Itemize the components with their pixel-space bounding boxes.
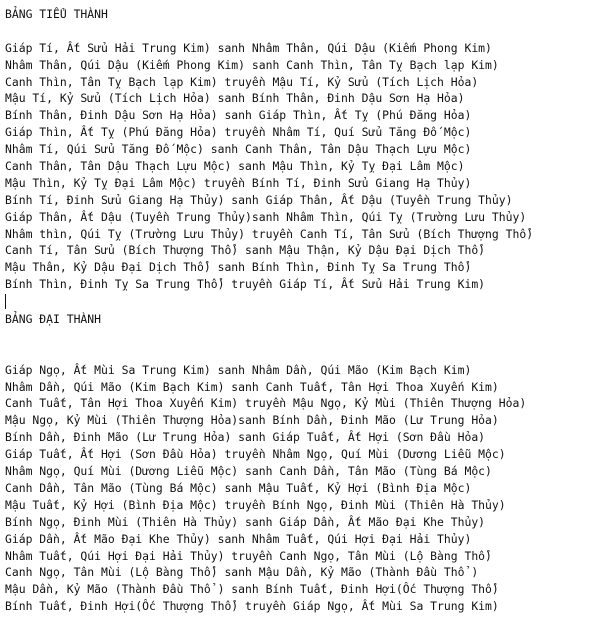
text-line: Bính Thìn, Đinh Tỵ Sa Trung Thổ) truyền Giáp Tí, Ất Sửu Hải Trung Kim) bbox=[5, 277, 486, 292]
text-line: Bính Tí, Đinh Sửu Giang Hạ Thủy) sanh Giáp Thân, Ất Dậu (Tuyền Trung Thủy) bbox=[5, 192, 513, 207]
heading-dai-thanh: BẢNG ĐẠI THÀNH bbox=[5, 312, 102, 327]
heading-tieu-thanh: BẢNG TIỂU THÀNH bbox=[5, 7, 108, 21]
text-line: Bính Ngọ, Đinh Mùi (Thiên Hà Thủy) sanh Giáp Dần, Ất Mão Đại Khe Thủy) bbox=[5, 514, 486, 529]
text-line: Bính Dần, Đinh Mão (Lư Trung Hỏa) sanh Giáp Tuất, Ất Hợi (Sơn Đầu Hỏa) bbox=[5, 430, 486, 445]
text-line: Giáp Tuất, Ất Hợi (Sơn Đầu Hỏa) truyền Nhâm Ngọ, Quí Mùi (Dương Liễu Mộc) bbox=[5, 447, 506, 462]
text-line: Mậu Tí, Kỷ Sửu (Tích Lịch Hỏa) sanh Bính Thân, Đinh Dậu Sơn Hạ Hỏa) bbox=[5, 91, 465, 106]
text-line: Giáp Dần, Ất Mão Đại Khe Thủy) sanh Nhâm Tuất, Qúi Hợi Đại Hải Thủy) bbox=[5, 531, 472, 546]
text-line: Canh Dần, Tân Mão (Tùng Bá Mộc) sanh Mậu Tuất, Kỷ Hợi (Bình Địa Mộc) bbox=[5, 480, 472, 495]
text-line: Mậu Thân, Kỷ Dậu Đại Dịch Thổ) sanh Bính Thìn, Đinh Tỵ Sa Trung Thổ) bbox=[5, 260, 472, 275]
blank-line bbox=[5, 328, 600, 345]
caret-line[interactable] bbox=[5, 294, 600, 311]
text-line: Mậu Tuất, Kỷ Hợi (Bình Địa Mộc) truyền Bính Ngọ, Đinh Mùi (Thiên Hà Thủy) bbox=[5, 497, 506, 512]
text-cursor bbox=[5, 294, 6, 309]
text-line: Giáp Thân, Ất Dậu (Tuyền Trung Thủy)sanh Nhâm Thìn, Qúi Tỵ (Trường Lưu Thủy) bbox=[5, 209, 527, 224]
text-line: Nhâm Dần, Qúi Mão (Kim Bạch Kim) sanh Canh Tuất, Tân Hợi Thoa Xuyến Kim) bbox=[5, 379, 499, 394]
text-line: Nhâm Thân, Qúi Dậu (Kiếm Phong Kim) sanh Canh Thìn, Tân Tỵ Bạch lạp Kim) bbox=[5, 57, 499, 72]
text-line: Nhâm Tí, Qúi Sửu Tăng Đố Mộc) sanh Canh Thân, Tân Dậu Thạch Lựu Mộc) bbox=[5, 142, 472, 157]
text-line: Nhâm Tuất, Qúi Hợi Đại Hải Thủy) truyền Canh Ngọ, Tân Mùi (Lộ Bàng Thổ) bbox=[5, 548, 492, 563]
text-line: Nhâm Ngọ, Quí Mùi (Dương Liễu Mộc) sanh Canh Dần, Tân Mão (Tùng Bá Mộc) bbox=[5, 464, 492, 479]
text-line: Canh Ngọ, Tân Mùi (Lộ Bàng Thổ) sanh Mậu Dần, Kỷ Mão (Thành Đầu Thổ ) bbox=[5, 565, 479, 580]
text-line: Giáp Tí, Ất Sửu Hải Trung Kim) sanh Nhâm Thân, Qúi Dậu (Kiếm Phong Kim) bbox=[5, 40, 492, 55]
text-line: Mậu Thìn, Kỷ Tỵ Đại Lâm Mộc) truyền Bính Tí, Đinh Sửu Giang Hạ Thủy) bbox=[5, 175, 472, 190]
text-line: Bính Thân, Đinh Dậu Sơn Hạ Hỏa) sanh Giáp Thìn, Ất Tỵ (Phú Đăng Hỏa) bbox=[5, 108, 472, 123]
text-line: Mậu Dần, Kỷ Mão (Thành Đầu Thổ ) sanh Bính Tuất, Đinh Hợi(Ốc Thượng Thổ) bbox=[5, 582, 499, 597]
text-line: Canh Thìn, Tân Tỵ Bạch lạp Kim) truyền Mậu Tí, Kỷ Sửu (Tích Lịch Hỏa) bbox=[5, 74, 479, 89]
text-line: Nhâm thìn, Qúi Tỵ (Trường Lưu Thủy) truyền Canh Tí, Tân Sửu (Bích Thượng Thổ) bbox=[5, 226, 534, 241]
text-line: Bính Tuất, Đinh Hợi(Ốc Thượng Thổ) truyền Giáp Ngọ, Ất Mùi Sa Trung Kim) bbox=[5, 599, 499, 614]
text-line: Canh Tí, Tân Sửu (Bích Thượng Thổ) sanh Mậu Thận, Kỷ Dậu Đại Dịch Thổ) bbox=[5, 243, 486, 258]
text-line: Mậu Ngọ, Kỷ Mùi (Thiên Thượng Hỏa)sanh Bính Dần, Đinh Mão (Lư Trung Hỏa) bbox=[5, 413, 499, 428]
text-line: Giáp Ngọ, Ất Mùi Sa Trung Kim) sanh Nhâm Dần, Qúi Mão (Kim Bạch Kim) bbox=[5, 362, 472, 377]
text-line: Giáp Thìn, Ất Tỵ (Phú Đăng Hỏa) truyền Nhâm Tí, Quí Sửu Tăng Đố Mộc) bbox=[5, 125, 472, 140]
blank-line bbox=[5, 345, 600, 362]
blank-line bbox=[5, 23, 600, 40]
text-line: Canh Thân, Tân Dậu Thạch Lựu Mộc) sanh Mậu Thìn, Kỷ Tỵ Đại Lâm Mộc) bbox=[5, 159, 465, 174]
text-line: Canh Tuất, Tân Hợi Thoa Xuyến Kim) truyền Mậu Ngọ, Kỷ Mùi (Thiên Thượng Hỏa) bbox=[5, 396, 527, 411]
